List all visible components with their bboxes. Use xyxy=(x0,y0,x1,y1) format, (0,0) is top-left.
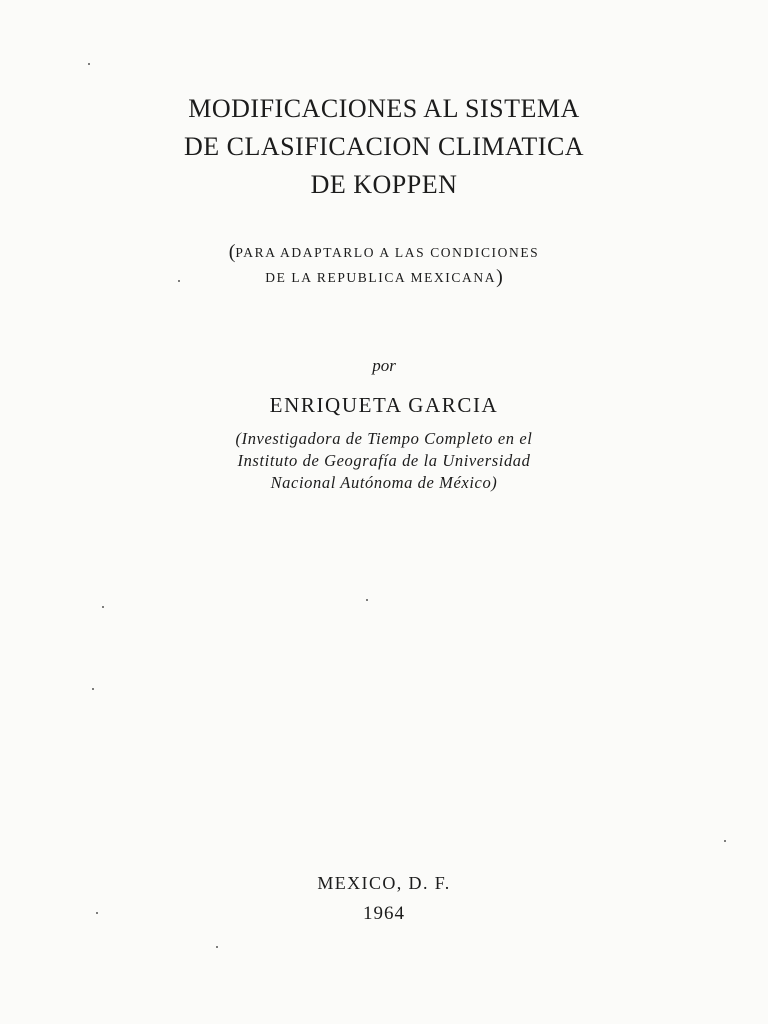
scan-speck xyxy=(178,280,180,282)
scan-speck xyxy=(216,946,218,948)
subtitle-line-1 xyxy=(0,240,768,265)
scan-speck xyxy=(88,63,90,65)
scan-speck xyxy=(724,840,726,842)
affiliation-line-3: Nacional Autónoma de México) xyxy=(270,473,498,492)
subtitle-text-2: DE LA REPUBLICA MEXICANA xyxy=(265,270,497,285)
publication-place: MEXICO, D. F. xyxy=(317,873,451,893)
author-name: ENRIQUETA GARCIA xyxy=(269,393,499,417)
document-title xyxy=(0,90,768,204)
document-subtitle xyxy=(0,240,768,290)
scan-speck xyxy=(366,599,368,601)
subtitle-line-2 xyxy=(0,265,768,290)
title-line-3: DE KOPPEN xyxy=(310,170,458,199)
subtitle-text-1: PARA ADAPTARLO A LAS CONDICIONES xyxy=(235,245,540,260)
subtitle-open-paren: ( xyxy=(228,241,236,263)
affiliation-line-1: (Investigadora de Tiempo Completo en el xyxy=(235,429,533,448)
by-label: por xyxy=(372,356,396,375)
scan-speck xyxy=(102,606,104,608)
author-affiliation xyxy=(0,428,768,494)
scan-speck xyxy=(92,688,94,690)
scan-speck xyxy=(96,912,98,914)
affiliation-line-2: Instituto de Geografía de la Universidad xyxy=(237,451,531,470)
publication-year: 1964 xyxy=(363,903,405,924)
subtitle-close-paren: ) xyxy=(496,266,503,288)
title-line-2: DE CLASIFICACION CLIMATICA xyxy=(183,132,585,161)
title-line-1: MODIFICACIONES AL SISTEMA xyxy=(188,94,580,123)
